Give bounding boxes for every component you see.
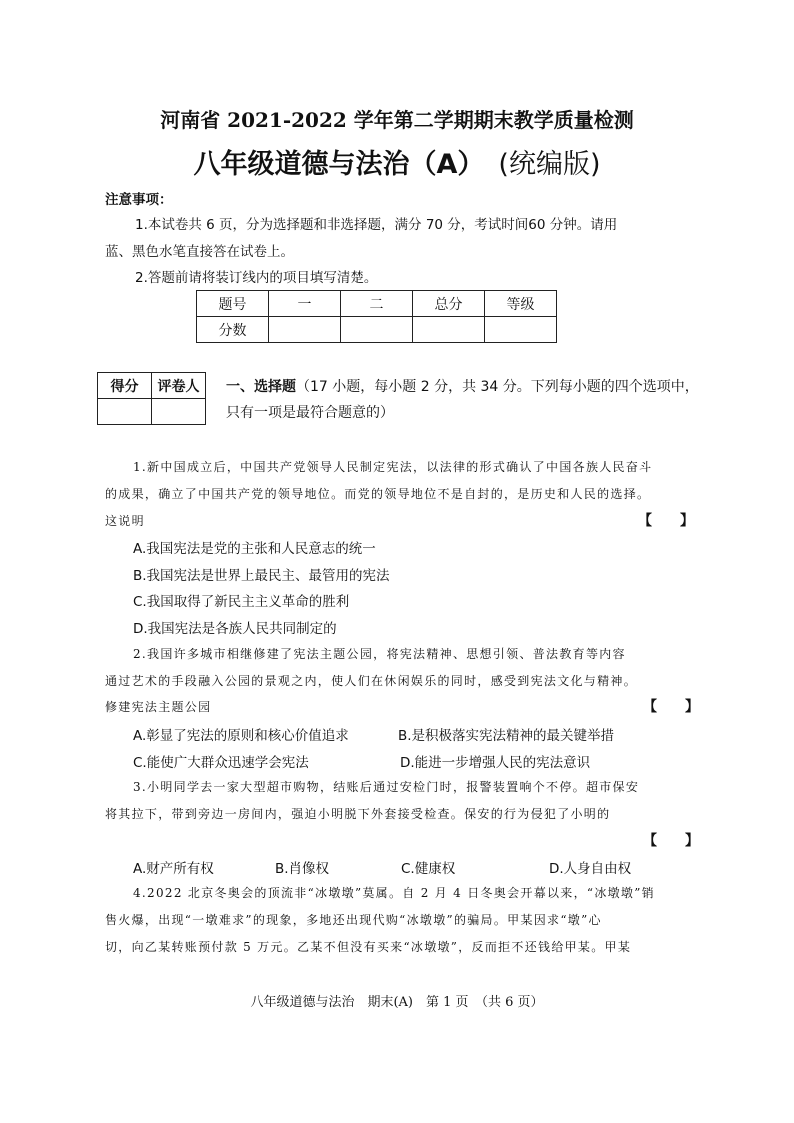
- question-1-option-b: B.我国宪法是世界上最民主、最管用的宪法: [133, 568, 390, 584]
- section-1-desc-2: 只有一项是最符合题意的）: [226, 405, 394, 421]
- question-2-option-a: A.彰显了宪法的原则和核心价值追求: [133, 728, 349, 744]
- score-table-header-row: [197, 291, 557, 317]
- question-2-line-2: 通过艺术的手段融入公园的景观之内，使人们在休闲娱乐的同时，感受到宪法文化与精神。: [105, 674, 638, 688]
- question-1-option-d: D.我国宪法是各族人民共同制定的: [133, 621, 337, 637]
- section-1-heading: [226, 376, 699, 396]
- score-header-cell: 二: [341, 291, 413, 317]
- question-3-option-d: D.人身自由权: [549, 861, 632, 877]
- question-1-line-3: 这说明: [105, 514, 145, 528]
- score-header-cell: 题号: [197, 291, 269, 317]
- notice-line-2: 蓝、黑色水笔直接答在试卷上。: [105, 244, 294, 260]
- question-2-option-d: D.能进一步增强人民的宪法意识: [400, 755, 591, 771]
- exam-subtitle: [0, 142, 794, 181]
- question-3-line-1: 3.小明同学去一家大型超市购物，结账后通过安检门时，报警装置响个不停。超市保安: [133, 780, 640, 794]
- question-1-line-1: 1.新中国成立后，中国共产党领导人民制定宪法，以法律的形式确认了中国各族人民奋斗: [133, 460, 653, 474]
- section-1-name: 一、选择题: [226, 379, 296, 395]
- grader-box[interactable]: [152, 399, 206, 425]
- score-box[interactable]: [98, 399, 152, 425]
- notice-line-1: 1.本试卷共 6 页，分为选择题和非选择题，满分 70 分，考试时间60 分钟。请用: [135, 217, 618, 233]
- question-2-line-3: 修建宪法主题公园: [105, 700, 212, 714]
- score-cell-empty[interactable]: [485, 317, 557, 343]
- edition-label: (统编版): [498, 149, 601, 180]
- notice-line-3: 2.答题前请将装订线内的项目填写清楚。: [135, 270, 378, 286]
- question-1-option-c: C.我国取得了新民主主义革命的胜利: [133, 594, 350, 610]
- score-cell-empty[interactable]: [413, 317, 485, 343]
- answer-bracket: 【 】: [638, 513, 694, 529]
- score-header-cell: 总分: [413, 291, 485, 317]
- score-row-label: 分数: [197, 317, 269, 343]
- question-2-option-c: C.能使广大群众迅速学会宪法: [133, 755, 309, 771]
- score-header-cell: 等级: [485, 291, 557, 317]
- page-footer: 八年级道德与法治 期末(A) 第 1 页 （共 6 页）: [250, 995, 544, 1010]
- question-3-option-a: A.财产所有权: [133, 861, 214, 877]
- answer-bracket: 【 】: [643, 833, 699, 849]
- question-3-option-c: C.健康权: [401, 861, 456, 877]
- grader-label: 评卷人: [152, 373, 206, 399]
- question-2-option-b: B.是积极落实宪法精神的最关键举措: [398, 728, 615, 744]
- notice-heading: 注意事项：: [105, 192, 173, 208]
- question-4-line-3: 切，向乙某转账预付款 5 万元。乙某不但没有买来“冰墩墩”，反而拒不还钱给甲某。甲某: [105, 940, 632, 954]
- question-3-line-2: 将其拉下，带到旁边一房间内，强迫小明脱下外套接受检查。保安的行为侵犯了小明的: [105, 807, 611, 821]
- question-4-line-2: 售火爆，出现“一墩难求”的现象，多地还出现代购“冰墩墩”的骗局。甲某因求“墩”心: [105, 913, 602, 927]
- question-1-line-2: 的成果，确立了中国共产党的领导地位。而党的领导地位不是自封的，是历史和人民的选择。: [105, 487, 651, 501]
- grader-table: [97, 372, 206, 425]
- section-1-desc: （17 小题，每小题 2 分，共 34 分。下列每小题的四个选项中，: [296, 379, 699, 395]
- question-2-line-1: 2.我国许多城市相继修建了宪法主题公园，将宪法精神、思想引领、普法教育等内容: [133, 647, 626, 661]
- score-cell-empty[interactable]: [341, 317, 413, 343]
- answer-bracket: 【 】: [643, 699, 699, 715]
- score-header-cell: 一: [269, 291, 341, 317]
- question-1-option-a: A.我国宪法是党的主张和人民意志的统一: [133, 541, 376, 557]
- score-cell-empty[interactable]: [269, 317, 341, 343]
- exam-title: 河南省 2021-2022 学年第二学期期末教学质量检测: [160, 108, 634, 132]
- score-table-row: [197, 317, 557, 343]
- score-label: 得分: [98, 373, 152, 399]
- question-4-line-1: 4.2022 北京冬奥会的顶流非“冰墩墩”莫属。自 2 月 4 日冬奥会开幕以来，“冰墩墩”销: [133, 886, 655, 900]
- question-3-option-b: B.肖像权: [275, 861, 330, 877]
- score-table: [196, 290, 557, 343]
- subject-title: 八年级道德与法治（A）: [193, 149, 485, 180]
